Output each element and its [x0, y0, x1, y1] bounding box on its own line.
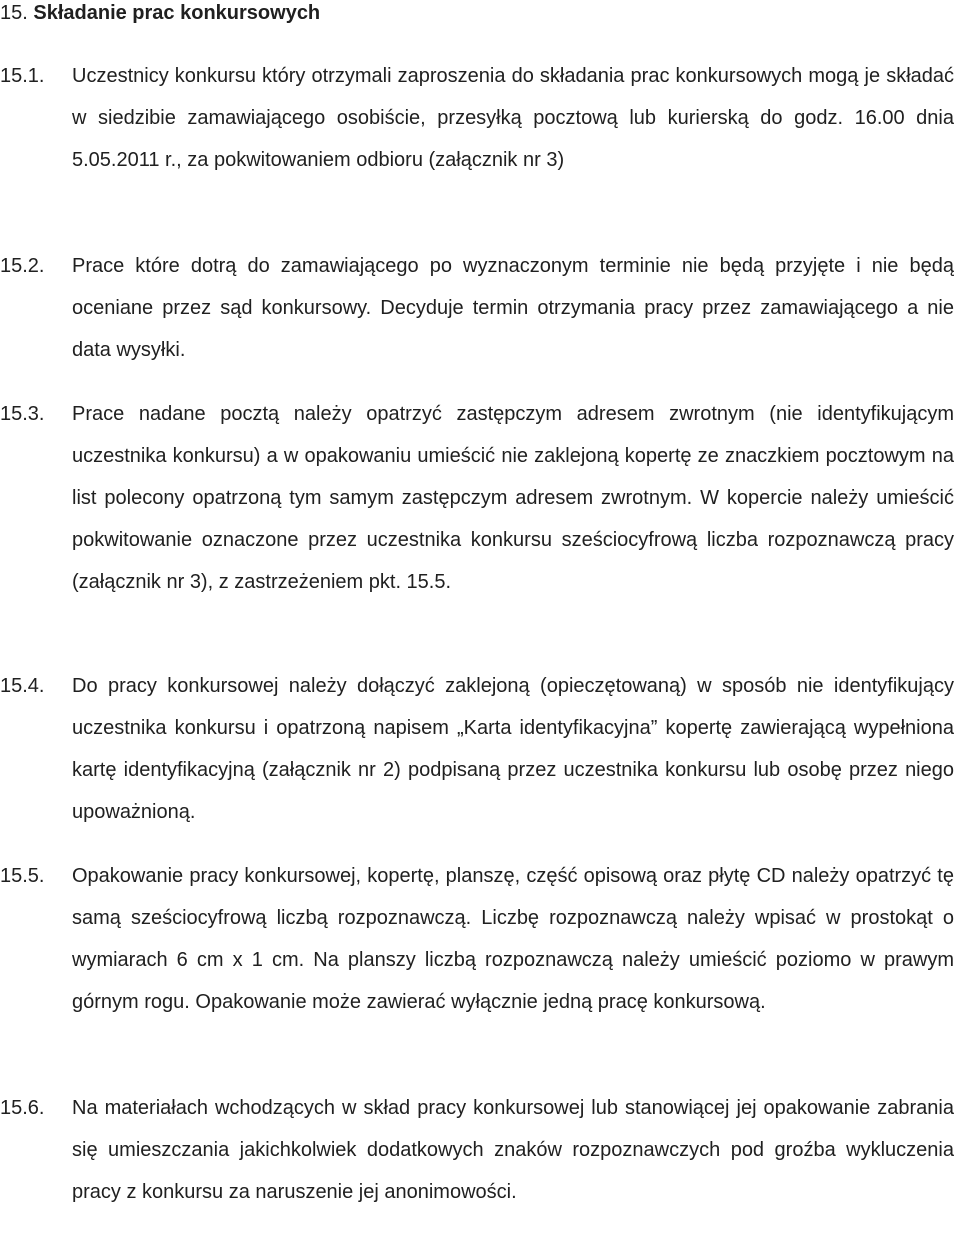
item-number: 15.6.: [0, 1097, 45, 1119]
list-item: [0, 855, 958, 1023]
item-number: 15.2.: [0, 255, 45, 277]
item-text: Prace które dotrą do zamawiającego po wyznaczonym terminie nie będą przyjęte i nie będą oceniane przez sąd konkursowy. Decyduje termin otrzymania pracy przez zamawiającego a nie data wysyłki.: [72, 255, 954, 361]
list-item: [0, 393, 958, 603]
section-number: 15.: [0, 2, 28, 24]
item-text: Do pracy konkursowej należy dołączyć zaklejoną (opieczętowaną) w sposób nie identyfikujący uczestnika konkursu i opatrzoną napisem „Karta identyfikacyjna” kopertę zawierającą wypełniona kartę identyfikacyjną (załącznik nr 2) podpisaną przez uczestnika konkursu lub osobę przez niego upoważnioną.: [72, 675, 954, 823]
item-text: Na materiałach wchodzących w skład pracy konkursowej lub stanowiącej jej opakowanie zabrania się umieszczania jakichkolwiek dodatkowych znaków rozpoznawczych pod groźba wykluczenia pracy z konkursu za naruszenie jej anonimowości.: [72, 1097, 954, 1203]
item-number: 15.1.: [0, 65, 45, 87]
item-number: 15.5.: [0, 865, 45, 887]
item-text: Prace nadane pocztą należy opatrzyć zastępczym adresem zwrotnym (nie identyfikującym uczestnika konkursu) a w opakowaniu umieścić nie zaklejoną kopertę ze znaczkiem pocztowym na list polecony opatrzoną tym samym zastępczym adresem zwrotnym. W kopercie należy umieścić pokwitowanie oznaczone przez uczestnika konkursu sześciocyfrową liczba rozpoznawczą pracy (załącznik nr 3), z zastrzeżeniem pkt. 15.5.: [72, 403, 954, 593]
item-text: Opakowanie pracy konkursowej, kopertę, planszę, część opisową oraz płytę CD należy opatrzyć tę samą sześciocyfrową liczbą rozpoznawczą. Liczbę rozpoznawczą należy wpisać w prostokąt o wymiarach 6 cm x 1 cm. Na planszy liczbą rozpoznawczą należy umieścić poziomo w prawym górnym rogu. Opakowanie może zawierać wyłącznie jedną pracę konkursową.: [72, 865, 954, 1013]
list-item: [0, 245, 958, 371]
list-item: [0, 55, 958, 181]
item-number: 15.3.: [0, 403, 45, 425]
section-heading: [0, 0, 320, 26]
list-item: [0, 1087, 958, 1213]
item-number: 15.4.: [0, 675, 45, 697]
item-text: Uczestnicy konkursu który otrzymali zaproszenia do składania prac konkursowych mogą je składać w siedzibie zamawiającego osobiście, przesyłką pocztową lub kurierską do godz. 16.00 dnia 5.05.2011 r., za pokwitowaniem odbioru (załącznik nr 3): [72, 65, 954, 171]
section-title: Składanie prac konkursowych: [33, 2, 321, 24]
list-item: [0, 665, 958, 833]
